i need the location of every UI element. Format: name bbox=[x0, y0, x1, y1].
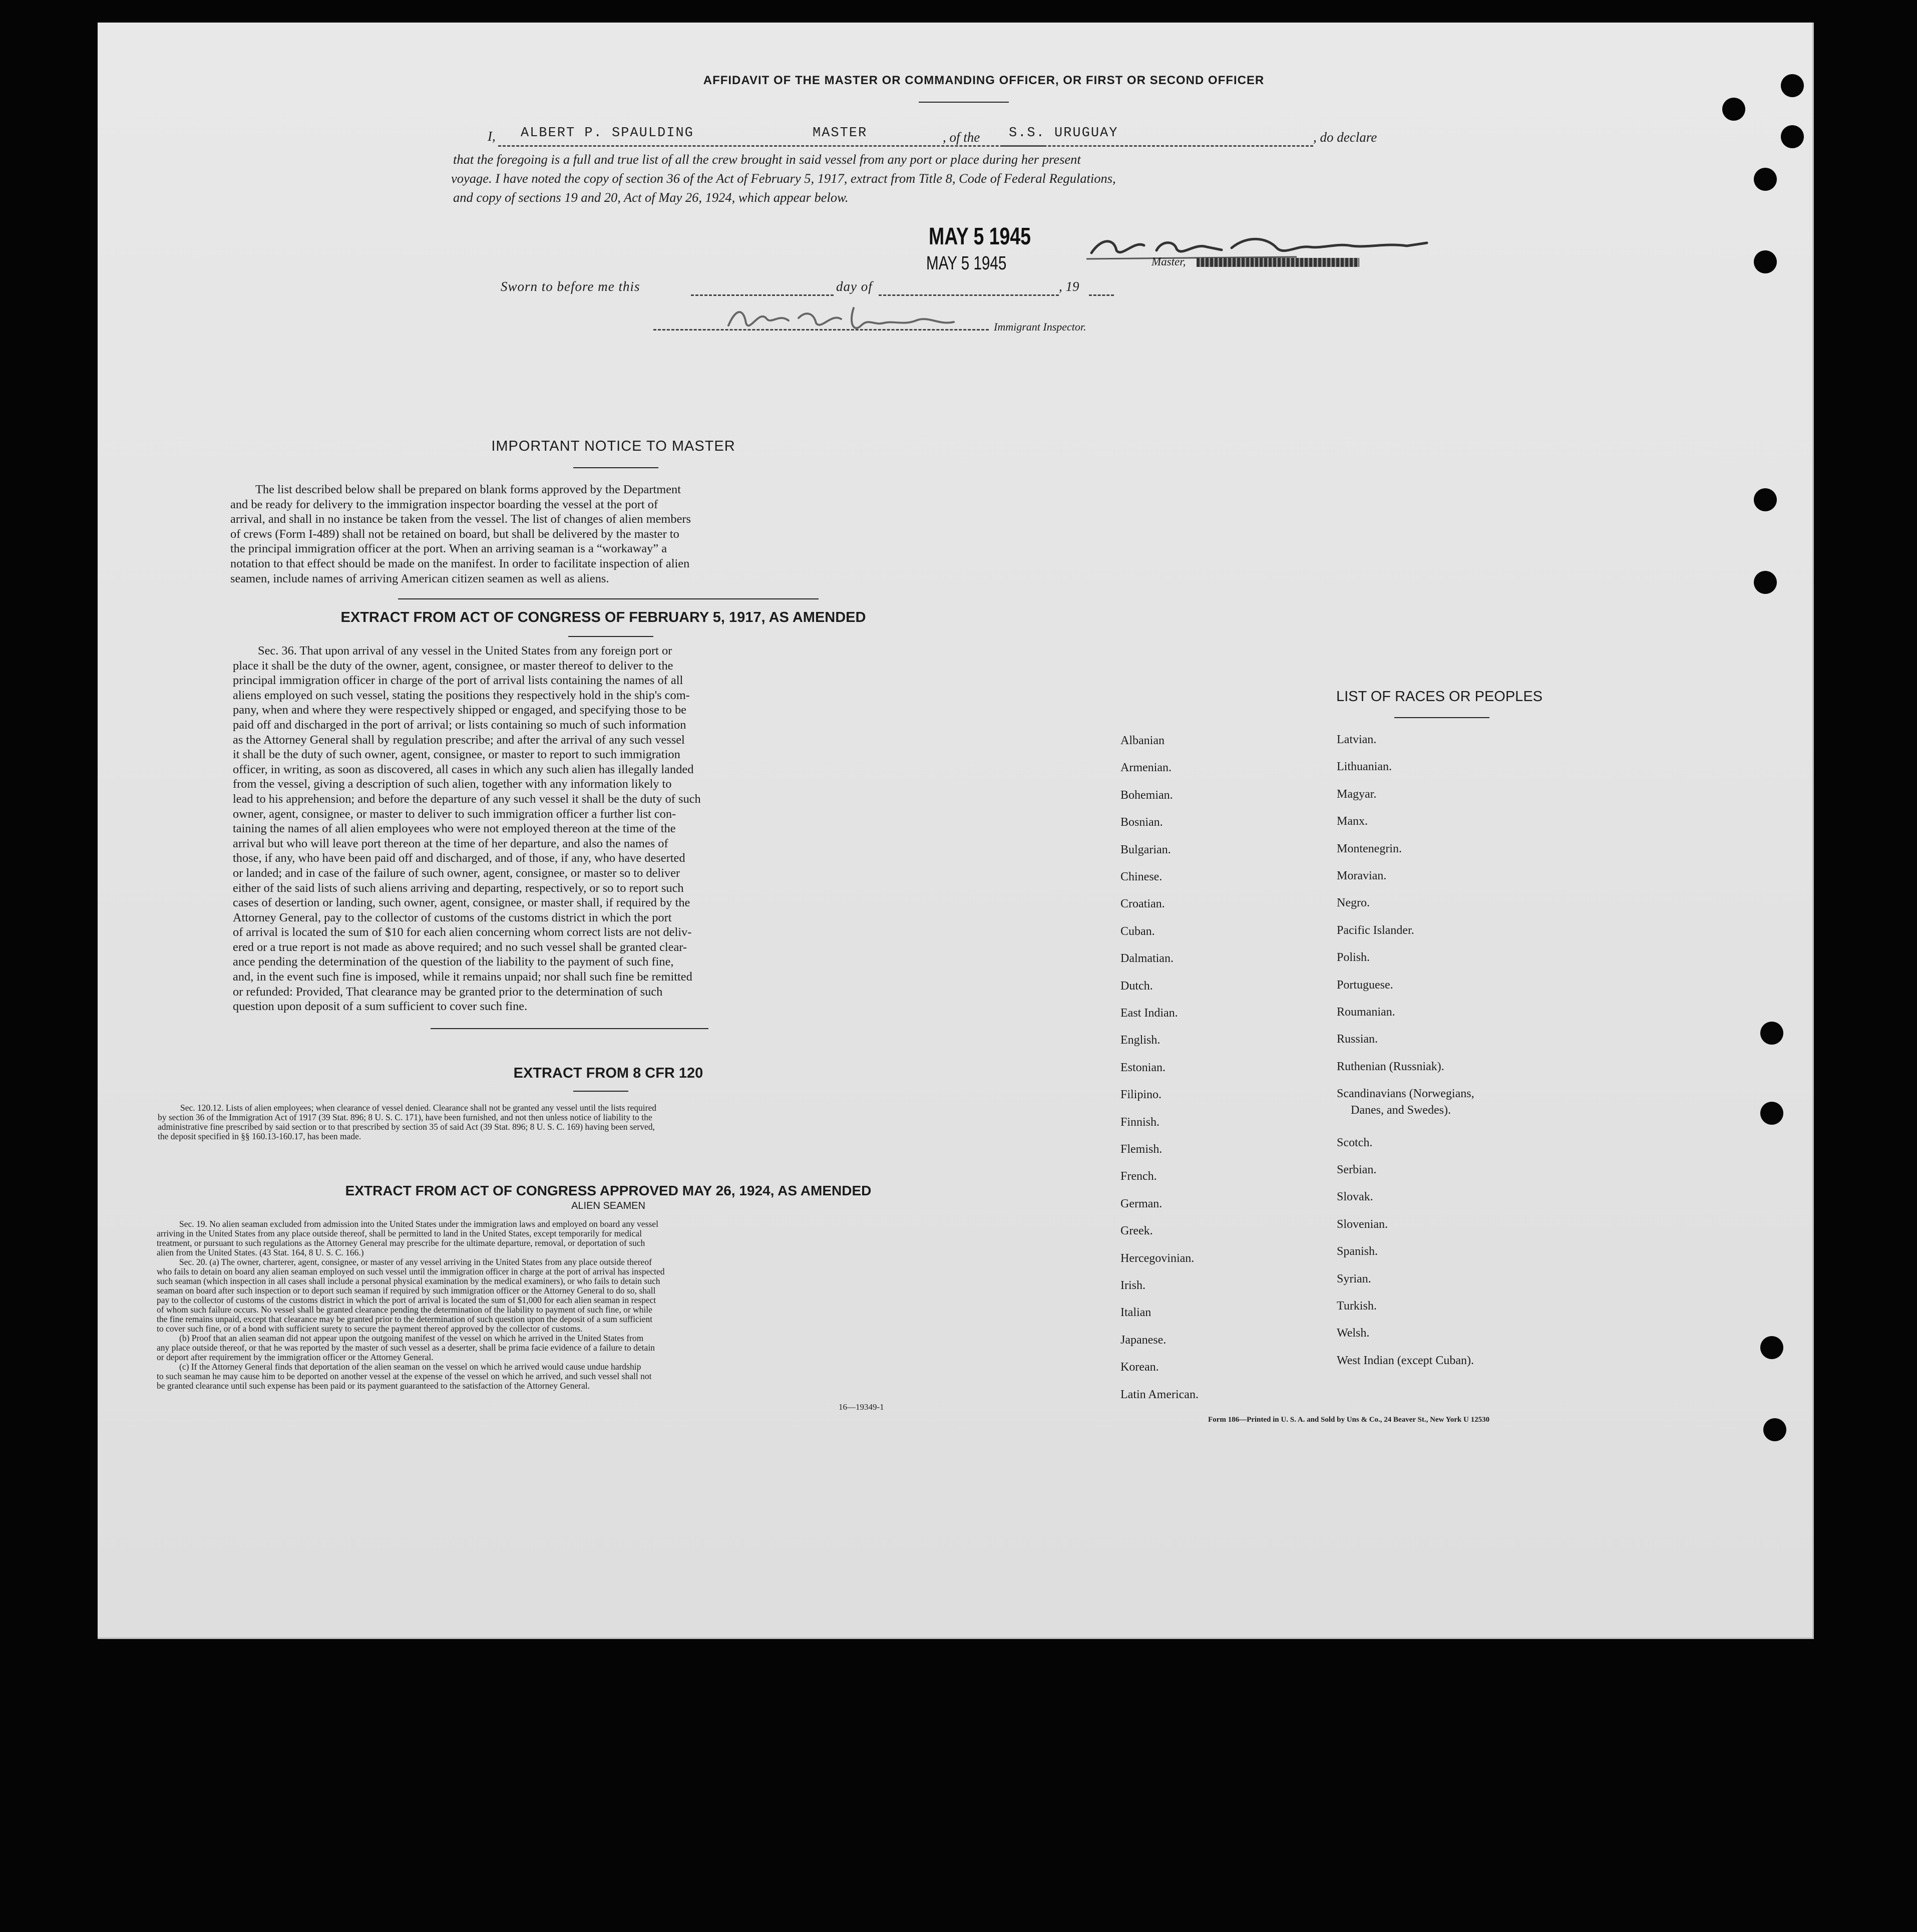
races-right-column bbox=[1337, 733, 1577, 1394]
statute-line: any place outside thereof, or that he was reported by the master of such vessel as a deserter, shall be prima facie evidence of a failure to detain bbox=[157, 1343, 655, 1353]
regulation-line: administrative fine prescribed by said section or to that prescribed by section 35 of said Act (39 Stat. 896; 8 U. S. C. 169) having been served, bbox=[158, 1122, 655, 1132]
extract-cfr-title: EXTRACT FROM 8 CFR 120 bbox=[513, 1065, 703, 1081]
extract-1924-title: EXTRACT FROM ACT OF CONGRESS APPROVED MAY 26, 1924, AS AMENDED bbox=[345, 1183, 872, 1198]
punch-hole bbox=[1754, 168, 1777, 191]
punch-hole bbox=[1781, 125, 1804, 148]
statute-line: aliens employed on such vessel, stating the positions they respectively hold in the ship's com- bbox=[233, 688, 690, 702]
year-prefix: , 19 bbox=[1059, 279, 1079, 294]
sworn-month-line bbox=[879, 294, 1059, 296]
race-item: German. bbox=[1120, 1197, 1163, 1210]
race-item: Slovenian. bbox=[1337, 1218, 1388, 1231]
statute-line: or landed; and in case of the failure of such owner, agent, consignee, or master so to deliver bbox=[233, 866, 680, 880]
statute-line: (b) Proof that an alien seaman did not appear upon the outgoing manifest of the vessel on which he arrived in the United States from bbox=[179, 1333, 644, 1343]
day-of-label: day of bbox=[836, 279, 873, 294]
race-item: Chinese. bbox=[1120, 870, 1163, 883]
race-item: Montenegrin. bbox=[1337, 842, 1402, 855]
section-divider bbox=[431, 1028, 708, 1029]
race-item: Croatian. bbox=[1120, 897, 1165, 910]
race-item: West Indian (except Cuban). bbox=[1337, 1354, 1474, 1367]
statute-line: (c) If the Attorney General finds that deportation of the alien seaman on the vessel on which he arrived would cause undue hardship bbox=[179, 1362, 641, 1372]
race-item: Latvian. bbox=[1337, 733, 1377, 746]
form-code: 16—19349-1 bbox=[839, 1402, 884, 1412]
race-item: Latin American. bbox=[1120, 1388, 1199, 1401]
statute-line: Sec. 19. No alien seaman excluded from admission into the United States under the immigration laws and employed on board any vessel bbox=[179, 1219, 658, 1229]
punch-hole bbox=[1754, 571, 1777, 594]
extract-1917-rule bbox=[568, 636, 653, 637]
of-the-label: , of the bbox=[943, 130, 980, 145]
master-label: Master, bbox=[1152, 255, 1186, 268]
race-item: Filipino. bbox=[1120, 1088, 1162, 1101]
race-item: East Indian. bbox=[1120, 1007, 1178, 1020]
statute-line: arrival but who will leave port thereon at the time of her departure, and also the names of bbox=[233, 836, 668, 850]
race-item: Scandinavians (Norwegians, bbox=[1337, 1087, 1474, 1100]
document-page bbox=[98, 23, 1814, 1639]
race-item: Irish. bbox=[1120, 1279, 1145, 1292]
statute-line: as the Attorney General shall by regulation prescribe; and after the arrival of any such vessel bbox=[233, 733, 685, 747]
race-item: Ruthenian (Russniak). bbox=[1337, 1060, 1444, 1073]
race-item: Polish. bbox=[1337, 951, 1370, 964]
punch-hole bbox=[1722, 98, 1745, 121]
section-divider bbox=[398, 598, 819, 599]
notice-line: seamen, include names of arriving American citizen seamen as well as aliens. bbox=[230, 571, 609, 585]
race-item: Armenian. bbox=[1120, 761, 1172, 774]
statute-line: either of the said lists of such aliens arriving and departing, respectively, or so to report such bbox=[233, 881, 684, 895]
race-item: Moravian. bbox=[1337, 869, 1387, 882]
affidavit-vessel-line bbox=[1003, 145, 1313, 147]
race-item: Finnish. bbox=[1120, 1116, 1160, 1129]
do-declare-label: , do declare bbox=[1313, 130, 1377, 145]
master-struck-text bbox=[1197, 258, 1359, 267]
race-item: Russian. bbox=[1337, 1033, 1378, 1046]
statute-line: the fine remains unpaid, except that clearance may be granted prior to the determination of such question upon the deposit of a sum sufficient bbox=[157, 1314, 653, 1324]
inspector-signature bbox=[723, 298, 984, 338]
extract-1917-body bbox=[233, 643, 909, 1014]
notice-line: The list described below shall be prepared on blank forms approved by the Department bbox=[255, 483, 681, 496]
notice-body bbox=[230, 482, 906, 586]
statute-line: officer, in writing, as soon as discovered, all cases in which any such alien has illegally landed bbox=[233, 762, 694, 776]
notice-title: IMPORTANT NOTICE TO MASTER bbox=[491, 438, 735, 454]
race-item: Korean. bbox=[1120, 1361, 1159, 1374]
statute-line: of arrival is located the sum of $10 for each alien concerning whom correct lists are not deliv- bbox=[233, 925, 692, 939]
race-item: French. bbox=[1120, 1170, 1157, 1183]
statute-line: Sec. 36. That upon arrival of any vessel in the United States from any foreign port or bbox=[258, 644, 672, 658]
race-item: Slovak. bbox=[1337, 1190, 1373, 1203]
regulation-line: the deposit specified in §§ 160.13-160.17, has been made. bbox=[158, 1131, 361, 1141]
race-item: Roumanian. bbox=[1337, 1006, 1395, 1019]
punch-hole bbox=[1754, 488, 1777, 511]
form-printer-note: Form 186—Printed in U. S. A. and Sold by Uns & Co., 24 Beaver St., New York U 12530 bbox=[1208, 1416, 1490, 1424]
extract-cfr-rule bbox=[573, 1091, 628, 1092]
races-left-column bbox=[1120, 734, 1301, 1405]
regulation-line: Sec. 120.12. Lists of alien employees; when clearance of vessel denied. Clearance shall not be granted any vessel until the lists required bbox=[180, 1103, 657, 1113]
race-item: Negro. bbox=[1337, 896, 1370, 909]
statute-line: Sec. 20. (a) The owner, charterer, agent, consignee, or master of any vessel arriving in the United States from any place outside thereof bbox=[179, 1257, 652, 1267]
statute-line: be granted clearance until such expense has been paid or its payment guaranteed to the satisfaction of the Attorney General. bbox=[157, 1381, 590, 1391]
race-item: Japanese. bbox=[1120, 1334, 1167, 1347]
statute-line: Attorney General, pay to the collector of customs of the customs district in which the port bbox=[233, 910, 672, 924]
race-item: Greek. bbox=[1120, 1224, 1153, 1237]
affidavit-prefix: I, bbox=[488, 129, 496, 144]
punch-hole bbox=[1763, 1418, 1786, 1441]
race-item: Pacific Islander. bbox=[1337, 924, 1414, 937]
statute-line: and, in the event such fine is imposed, while it remains unpaid; nor shall such fine be remitted bbox=[233, 970, 692, 984]
notice-title-rule bbox=[573, 467, 658, 468]
extract-1924-subtitle: ALIEN SEAMEN bbox=[571, 1200, 645, 1211]
statute-line: such seaman (which inspection in all cases shall include a personal physical examination by the medical examiners), or who fails to detain such bbox=[157, 1276, 660, 1286]
statute-line: or deport after requirement by the immigration officer or the Attorney General. bbox=[157, 1352, 434, 1362]
statute-line: place it shall be the duty of the owner, agent, consignee, or master thereof to deliver to the bbox=[233, 659, 673, 673]
statute-line: taining the names of all alien employees who were not employed thereon at the time of the bbox=[233, 822, 676, 836]
statute-line: lead to his apprehension; and before the departure of any such vessel it shall be the duty of such bbox=[233, 792, 701, 806]
race-item: Bulgarian. bbox=[1120, 843, 1171, 856]
statute-line: paid off and discharged in the port of arrival; or lists containing so much of such information bbox=[233, 718, 686, 732]
race-item: Serbian. bbox=[1337, 1163, 1377, 1176]
date-stamp-1: MAY 5 1945 bbox=[929, 223, 1031, 250]
race-item: Flemish. bbox=[1120, 1143, 1163, 1156]
sworn-year-line bbox=[1089, 294, 1114, 296]
statute-line: alien from the United States. (43 Stat. 164, 8 U. S. C. 166.) bbox=[157, 1247, 364, 1257]
races-title-rule bbox=[1394, 717, 1489, 718]
extract-cfr-body bbox=[158, 1103, 989, 1141]
race-item: Italian bbox=[1120, 1306, 1152, 1319]
affidavit-name-line bbox=[498, 145, 1044, 147]
race-item: Albanian bbox=[1120, 734, 1165, 747]
notice-line: notation to that effect should be made on the manifest. In order to facilitate inspection of alien bbox=[230, 556, 690, 570]
affidavit-body-line-1: that the foregoing is a full and true list of all the crew brought in said vessel from any port or place during her present bbox=[453, 152, 1081, 167]
races-title: LIST OF RACES OR PEOPLES bbox=[1336, 689, 1543, 705]
affidavit-body-line-3: and copy of sections 19 and 20, Act of May 26, 1924, which appear below. bbox=[453, 190, 849, 205]
master-name: ALBERT P. SPAULDING bbox=[521, 126, 694, 141]
master-position: MASTER bbox=[813, 126, 868, 141]
statute-line: owner, agent, consignee, or master to deliver to such immigration officer a further list con- bbox=[233, 807, 676, 821]
sworn-day-line bbox=[691, 294, 834, 296]
race-item: Scotch. bbox=[1337, 1136, 1373, 1149]
race-item: Cuban. bbox=[1120, 925, 1155, 938]
notice-line: arrival, and shall in no instance be taken from the vessel. The list of changes of alien members bbox=[230, 512, 691, 526]
statute-line: who fails to detain on board any alien seaman employed on such vessel until the immigration officer in charge at the port of arrival has inspected bbox=[157, 1266, 665, 1276]
statute-line: of whom such failure occurs. No vessel shall be granted clearance pending the determination of the liability to payment of such fine, or while bbox=[157, 1305, 652, 1315]
race-item: Portuguese. bbox=[1337, 979, 1393, 992]
extract-1917-title: EXTRACT FROM ACT OF CONGRESS OF FEBRUARY 5, 1917, AS AMENDED bbox=[340, 609, 866, 625]
statute-line: treatment, or pursuant to such regulations as the Attorney General may prescribe for the ultimate departure, removal, or deportation of such bbox=[157, 1238, 645, 1248]
race-item: Lithuanian. bbox=[1337, 760, 1392, 773]
race-item: Dutch. bbox=[1120, 980, 1153, 993]
statute-line: pay to the collector of customs of the customs district in which the port of arrival is located the sum of $1,000 for each alien seaman in respect bbox=[157, 1295, 656, 1305]
race-item: Estonian. bbox=[1120, 1061, 1166, 1074]
race-item: Bohemian. bbox=[1120, 789, 1173, 802]
sworn-label: Sworn to before me this bbox=[501, 279, 640, 294]
race-item: Hercegovinian. bbox=[1120, 1252, 1195, 1265]
notice-line: of crews (Form I-489) shall not be retained on board, but shall be delivered by the master to bbox=[230, 527, 679, 541]
affidavit-title-rule bbox=[919, 102, 1009, 103]
race-item: Danes, and Swedes). bbox=[1351, 1104, 1451, 1117]
statute-line: those, if any, who have been paid off and discharged, and of those, if any, who have deserted bbox=[233, 851, 685, 865]
notice-line: the principal immigration officer at the port. When an arriving seaman is a “workaway” a bbox=[230, 542, 667, 556]
race-item: Turkish. bbox=[1337, 1300, 1377, 1313]
statute-line: arriving in the United States from any place outside thereof, shall be permitted to land in the United States, except temporarily for medical bbox=[157, 1228, 642, 1238]
affidavit-body-line-2: voyage. I have noted the copy of section 36 of the Act of February 5, 1917, extract from Title 8, Code of Federal Regulations, bbox=[451, 171, 1116, 186]
statute-line: from the vessel, giving a description of such alien, together with any information likely to bbox=[233, 777, 672, 791]
punch-hole bbox=[1781, 74, 1804, 97]
statute-line: ance pending the determination of the question of the liability to the payment of such fine, bbox=[233, 955, 674, 969]
punch-hole bbox=[1760, 1102, 1783, 1125]
statute-line: pany, when and where they were respectively shipped or engaged, and specifying those to be bbox=[233, 703, 686, 717]
affidavit-title: AFFIDAVIT OF THE MASTER OR COMMANDING OFFICER, OR FIRST OR SECOND OFFICER bbox=[703, 74, 1265, 87]
statute-line: question upon deposit of a sum sufficient to cover such fine. bbox=[233, 1000, 528, 1014]
race-item: Manx. bbox=[1337, 815, 1368, 828]
inspector-label: Immigrant Inspector. bbox=[994, 320, 1086, 333]
statute-line: principal immigration officer in charge of the port of arrival lists containing the names of all bbox=[233, 674, 683, 688]
race-item: Spanish. bbox=[1337, 1245, 1378, 1258]
notice-line: and be ready for delivery to the immigration inspector boarding the vessel at the port of bbox=[230, 497, 658, 511]
statute-line: seaman on board after such inspection or to deport such seaman if required by such immigration officer or the Attorney General to do so, shall bbox=[157, 1285, 656, 1296]
race-item: Dalmatian. bbox=[1120, 952, 1174, 965]
race-item: Magyar. bbox=[1337, 788, 1377, 801]
race-item: Welsh. bbox=[1337, 1327, 1370, 1340]
punch-hole bbox=[1760, 1022, 1783, 1045]
statute-line: it shall be the duty of such owner, agent, consignee, or master to report to such immigration bbox=[233, 748, 680, 762]
race-item: Bosnian. bbox=[1120, 816, 1163, 829]
date-stamp-2: MAY 5 1945 bbox=[926, 253, 1007, 274]
vessel-name: S.S. URUGUAY bbox=[1009, 126, 1118, 141]
statute-line: or refunded: Provided, That clearance may be granted prior to the determination of such bbox=[233, 985, 663, 999]
statute-line: to such seaman he may cause him to be deported on another vessel at the expense of the vessel on which he arrived, and such vessel shall not bbox=[157, 1371, 652, 1381]
punch-hole bbox=[1754, 250, 1777, 273]
statute-line: ered or a true report is not made as above required; and no such vessel shall be granted clear- bbox=[233, 940, 687, 954]
extract-1924-body bbox=[157, 1219, 988, 1391]
statute-line: to cover such fine, or of a bond with sufficient surety to secure the payment thereof approved by the collector of customs. bbox=[157, 1324, 583, 1334]
statute-line: cases of desertion or landing, such owner, agent, consignee, or master shall, if required by the bbox=[233, 896, 690, 910]
race-item: Syrian. bbox=[1337, 1272, 1371, 1285]
race-item: English. bbox=[1120, 1034, 1161, 1047]
punch-hole bbox=[1760, 1336, 1783, 1359]
regulation-line: by section 36 of the Immigration Act of 1917 (39 Stat. 896; 8 U. S. C. 171), have been furnished, and not then unless notice of liability to the bbox=[158, 1112, 652, 1122]
